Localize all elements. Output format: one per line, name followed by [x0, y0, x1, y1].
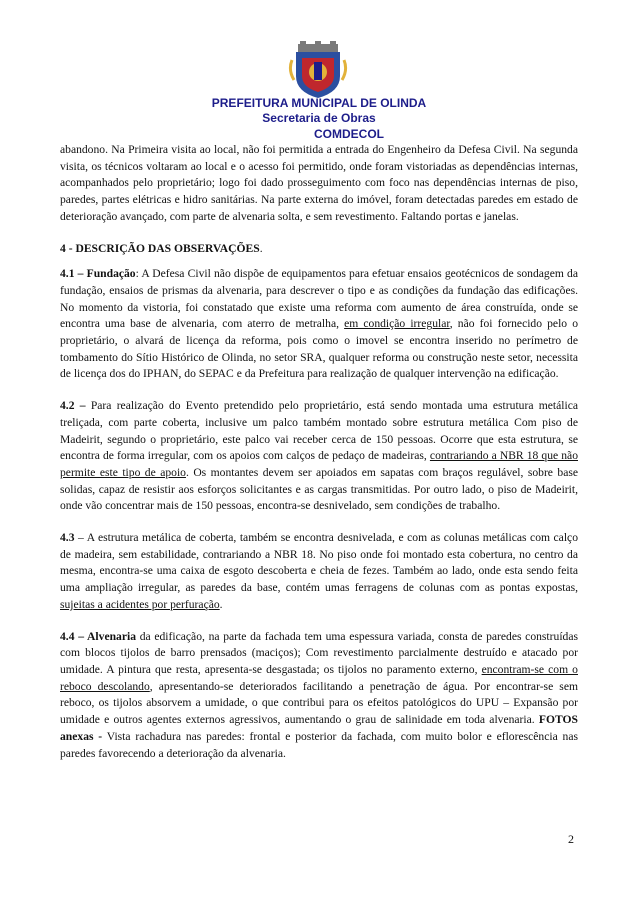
olinda-coat-of-arms-icon: [288, 40, 348, 100]
label-4-1: 4.1 – Fundação: [60, 267, 136, 281]
intro-paragraph: abandono. Na Primeira visita ao local, não foi permitida a entrada do Engenheiro da Defesa Civil. Na segunda visita, os técnicos voltaram ao local e o acesso foi permitido, onde foram vistoriadas as dependências internas, acompanhados pelo proprietário; logo foi dado prosseguimento com foco nas dependências internas de piso, paredes, partes elétricas e hidro sanitárias. Na parte externa do imóvel, foram detectadas paredes em estado de deterioração avançado, com parte de alvenaria solta, e sem revestimento. Faltando portas e janelas.: [60, 143, 578, 223]
text-4-4-b: , apresentando-se deteriorados facilitando a penetração de água. Por encontrar-se sem reboco, os tijolos absorvem a umidade, o que contribui para os efeitos patológicos do UPU – Expansão por umidade e outros agentes externos agressivos, aumentando o grau de salinidade em toda alvenaria.: [60, 679, 578, 727]
underline-4-1: em condição irregular: [344, 317, 450, 331]
section-title-suffix: .: [259, 241, 263, 255]
header-comdecol: COMDECOL: [314, 127, 384, 141]
section-title: 4 - DESCRIÇÃO DAS OBSERVAÇÕES: [60, 241, 260, 255]
text-4-1-b: , não foi fornecido pelo o proprietário, o alvará de licença da reforma, pois como o imovel se encontra inserido no perímetro de tombamento do Sítio Histórico de Olinda, no setor SRA, qualquer reforma ou construção neste setor, necessita de licença dos do IPHAN, do SEPAC e da Prefeitura para realização de qualquer intervenção na edificação.: [60, 317, 578, 381]
header-prefeitura: PREFEITURA MUNICIPAL DE OLINDA: [211, 96, 427, 110]
underline-4-4: encontram-se com o reboco descolando: [60, 662, 578, 693]
text-4-3-a: – A estrutura metálica de coberta, também se encontra desnivelada, e com as colunas metálicas com calço de madeira, sem estabilidade, contrariando a NBR 18. No piso onde foi montado esta cobertura, no centro da mesma, encontra-se uma caixa de esgoto descoberta e cheia de fezes. Também ao lado, onde esta sendo feita uma ampliação irregular, as paredes da base, contém umas ferragens de colunas com as pontas expostas,: [60, 531, 578, 595]
text-4-1-a: : A Defesa Civil não dispõe de equipamentos para efetuar ensaios geotécnicos de sondagem da fundação, ensaios de prismas da alvenaria, para descrever o tipo e as condições da fundação das edificações. No momento da vistoria, foi constatado que existe uma reforma com aumento de área construída, onde se encontra uma base de alvenaria, com aterro de metralha,: [60, 267, 578, 331]
document-body: [60, 142, 578, 762]
bold-fotos-anexas: FOTOS anexas -: [60, 713, 578, 743]
paragraph-4-1: [60, 266, 578, 383]
label-4-3: 4.3: [60, 531, 75, 545]
underline-4-3: sujeitas a acidentes por perfuração: [60, 597, 220, 611]
text-4-4-c: Vista rachadura nas paredes: frontal e posterior da fachada, com muito bolor e eflorescência nas paredes favorecendo a deterioração da alvenaria.: [60, 729, 578, 760]
paragraph-4-2: [60, 398, 578, 515]
text-4-4-a: da edificação, na parte da fachada tem uma espessura variada, consta de paredes construídas com blocos tijolos de barro prensados (maciços); Com revestimento parcialmente destruído e atacado por umidade. A pintura que resta, apresenta-se desgastada; os tijolos no paramento externo,: [60, 629, 578, 676]
section-heading: [60, 241, 578, 258]
label-4-2: 4.2 –: [60, 399, 86, 413]
underline-4-2: contrariando a NBR 18 que não permite este tipo de apoio: [60, 449, 578, 479]
text-4-2-a: Para realização do Evento pretendido pelo proprietário, está sendo montada uma estrutura metálica treliçada, com parte coberta, inclusive um palco também montado sobre estrutura metálica Com piso de Madeirit, segundo o proprietário, este palco vai receber cerca de 150 pessoas. Ocorre que esta estrutura, se encontra de forma irregular, com os apoios com calços de pedaço de madeiras,: [60, 399, 578, 463]
label-4-4: 4.4 – Alvenaria: [60, 629, 137, 643]
header-secretaria: Secretaria de Obras: [262, 111, 376, 125]
paragraph-4-3: [60, 530, 578, 614]
text-4-3-b: .: [219, 597, 223, 611]
page-number: 2: [568, 832, 574, 846]
text-4-2-b: . Os montantes devem ser apoiados em sapatas com braços regulável, sobre base solidas, capaz de resistir aos esforços solicitantes e as cargas transmitidas. Por outro lado, o piso de Madeirit, onde vão concentrar mais de 150 pessoas, encontra-se desnivelado, sem condições de trabalho.: [60, 465, 578, 513]
paragraph-4-4: [60, 629, 578, 763]
